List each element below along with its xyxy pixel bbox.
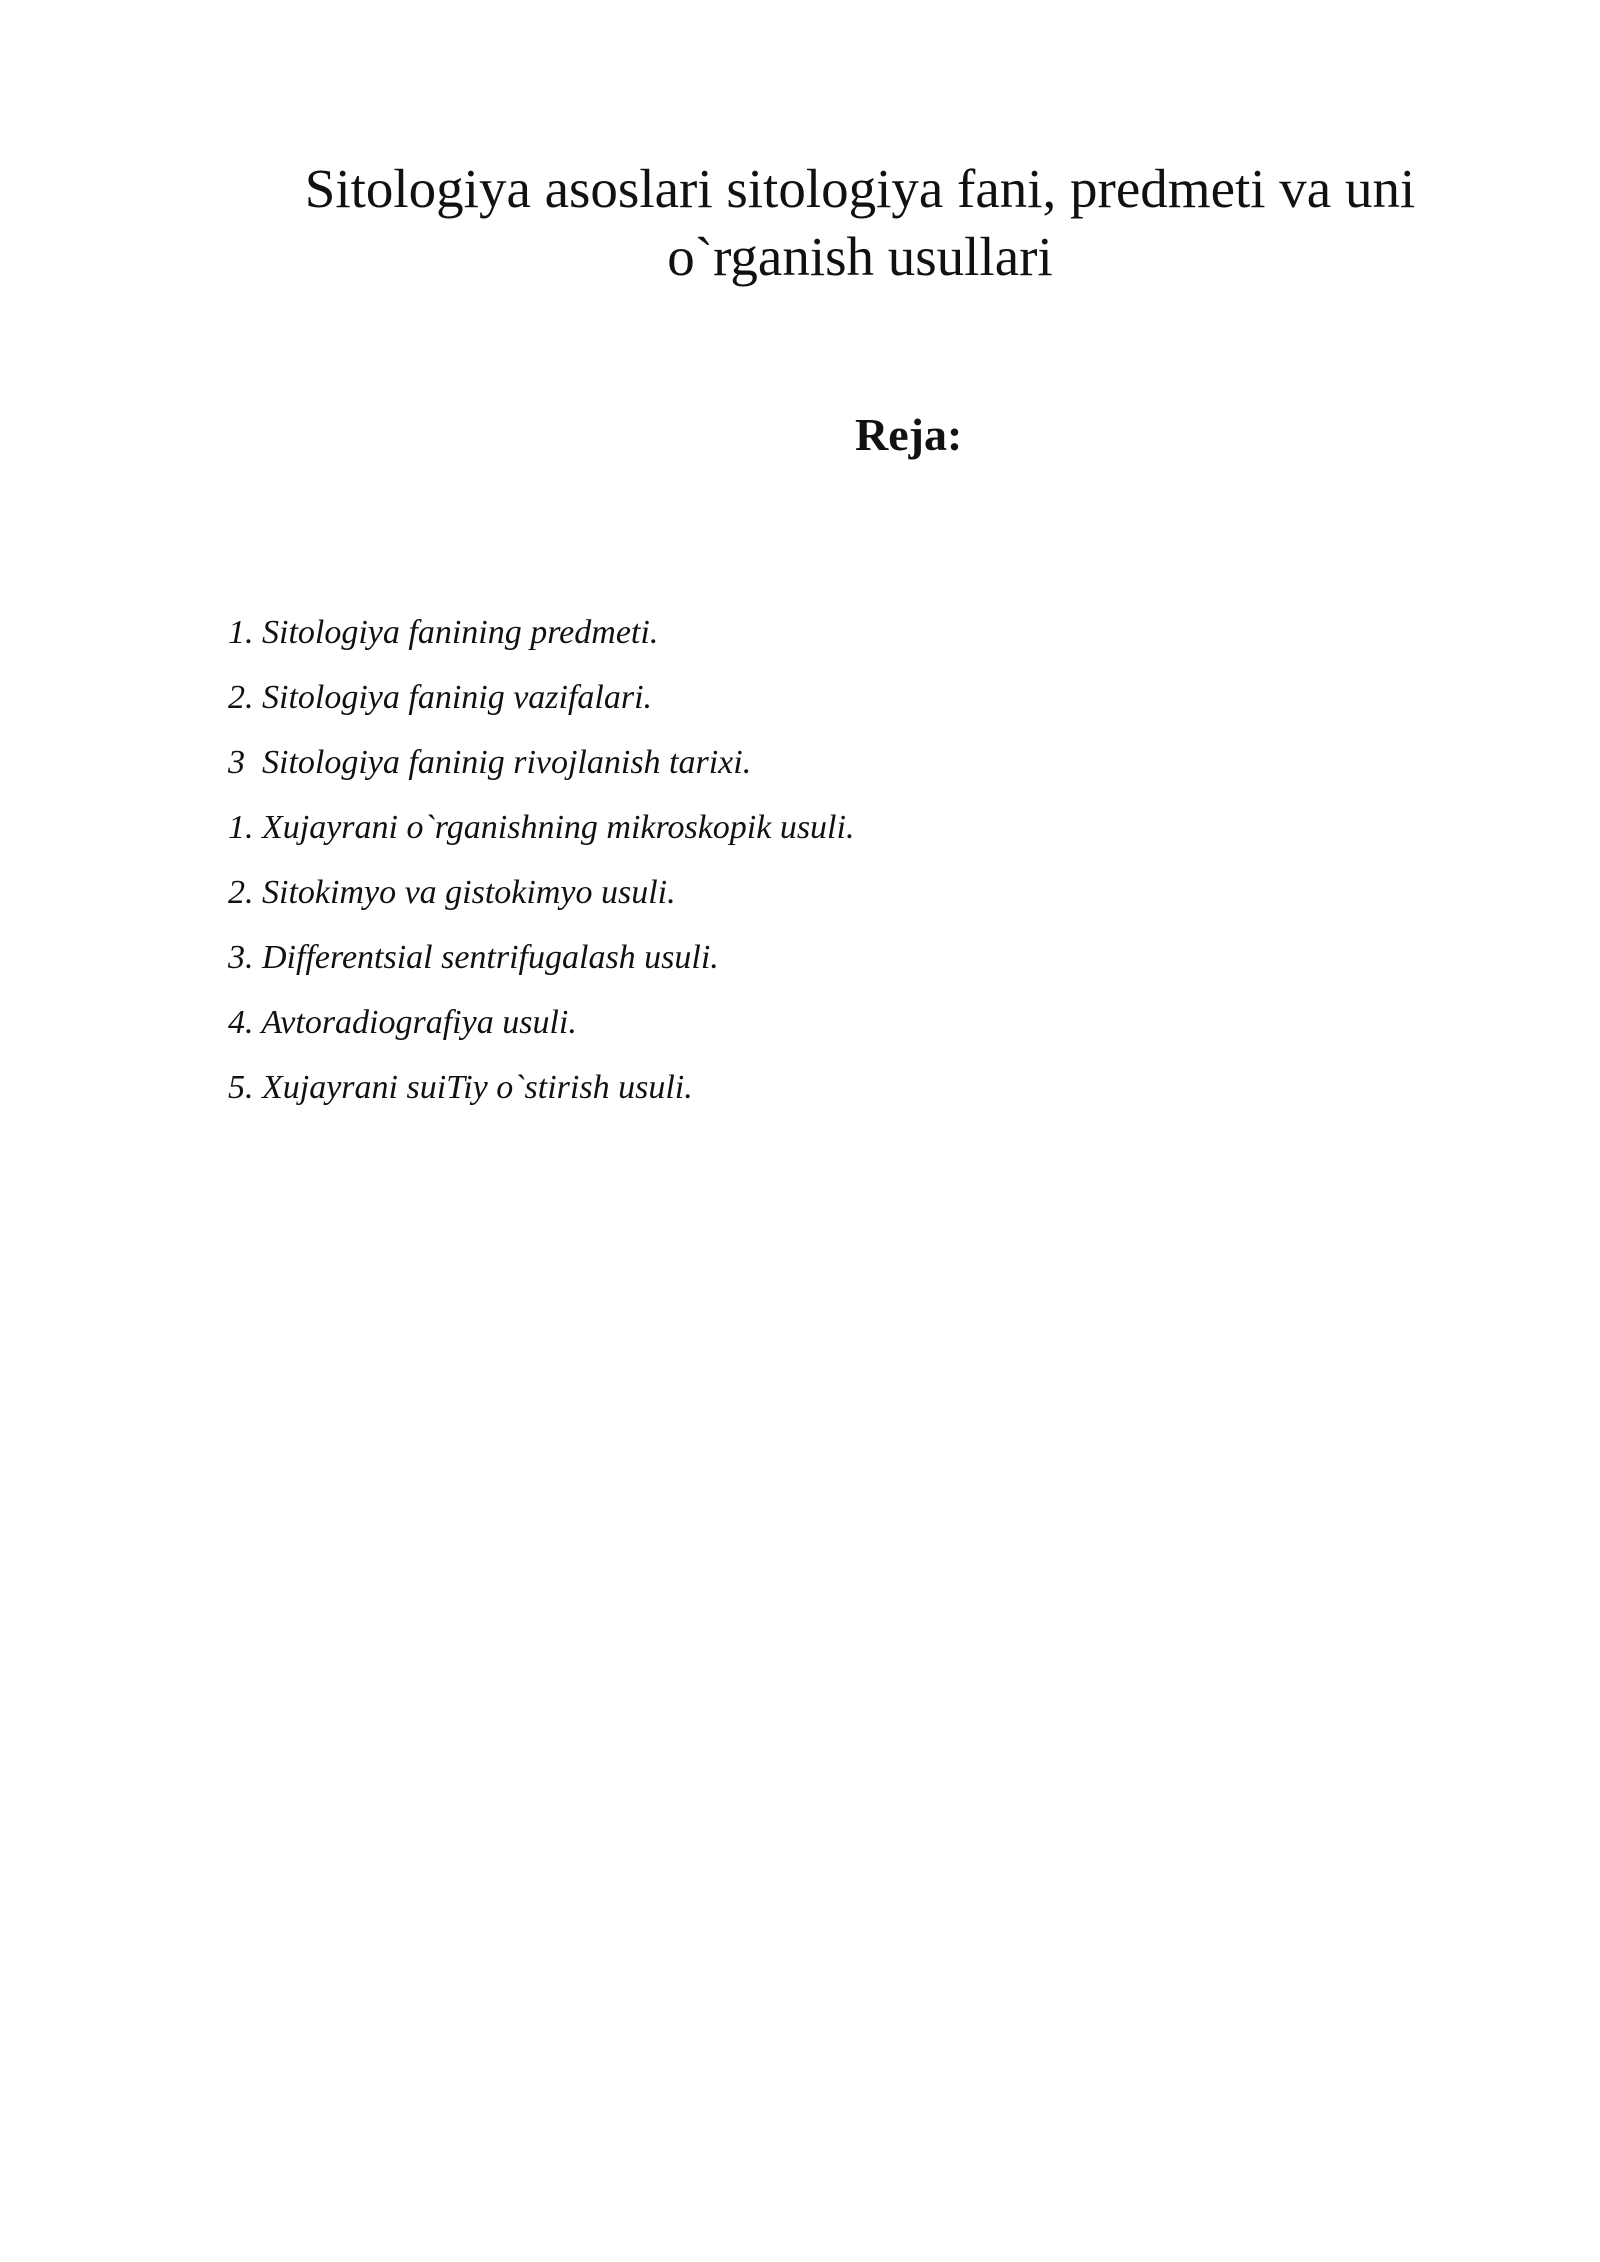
- plan-item: 1. Sitologiya fanining predmeti.: [228, 614, 659, 651]
- document-title: [250, 155, 1470, 291]
- plan-list: [228, 600, 854, 1120]
- plan-item: 2. Sitokimyo va gistokimyo usuli.: [228, 874, 676, 911]
- plan-item: 3. Differentsial sentrifugalash usuli.: [228, 939, 719, 976]
- document-title-line-1: Sitologiya asoslari sitologiya fani, predmeti va uni: [304, 158, 1416, 219]
- plan-item: 5. Xujayrani suiTiy o`stirish usuli.: [228, 1069, 693, 1106]
- plan-item: 1. Xujayrani o`rganishning mikroskopik usuli.: [228, 809, 855, 846]
- plan-item: 4. Avtoradiografiya usuli.: [228, 1004, 577, 1041]
- plan-heading: Reja:: [855, 409, 963, 460]
- document-title-line-2: o`rganish usullari: [667, 226, 1053, 287]
- plan-item: 3 Sitologiya faninig rivojlanish tarixi.: [228, 744, 752, 781]
- plan-item: 2. Sitologiya faninig vazifalari.: [228, 679, 653, 716]
